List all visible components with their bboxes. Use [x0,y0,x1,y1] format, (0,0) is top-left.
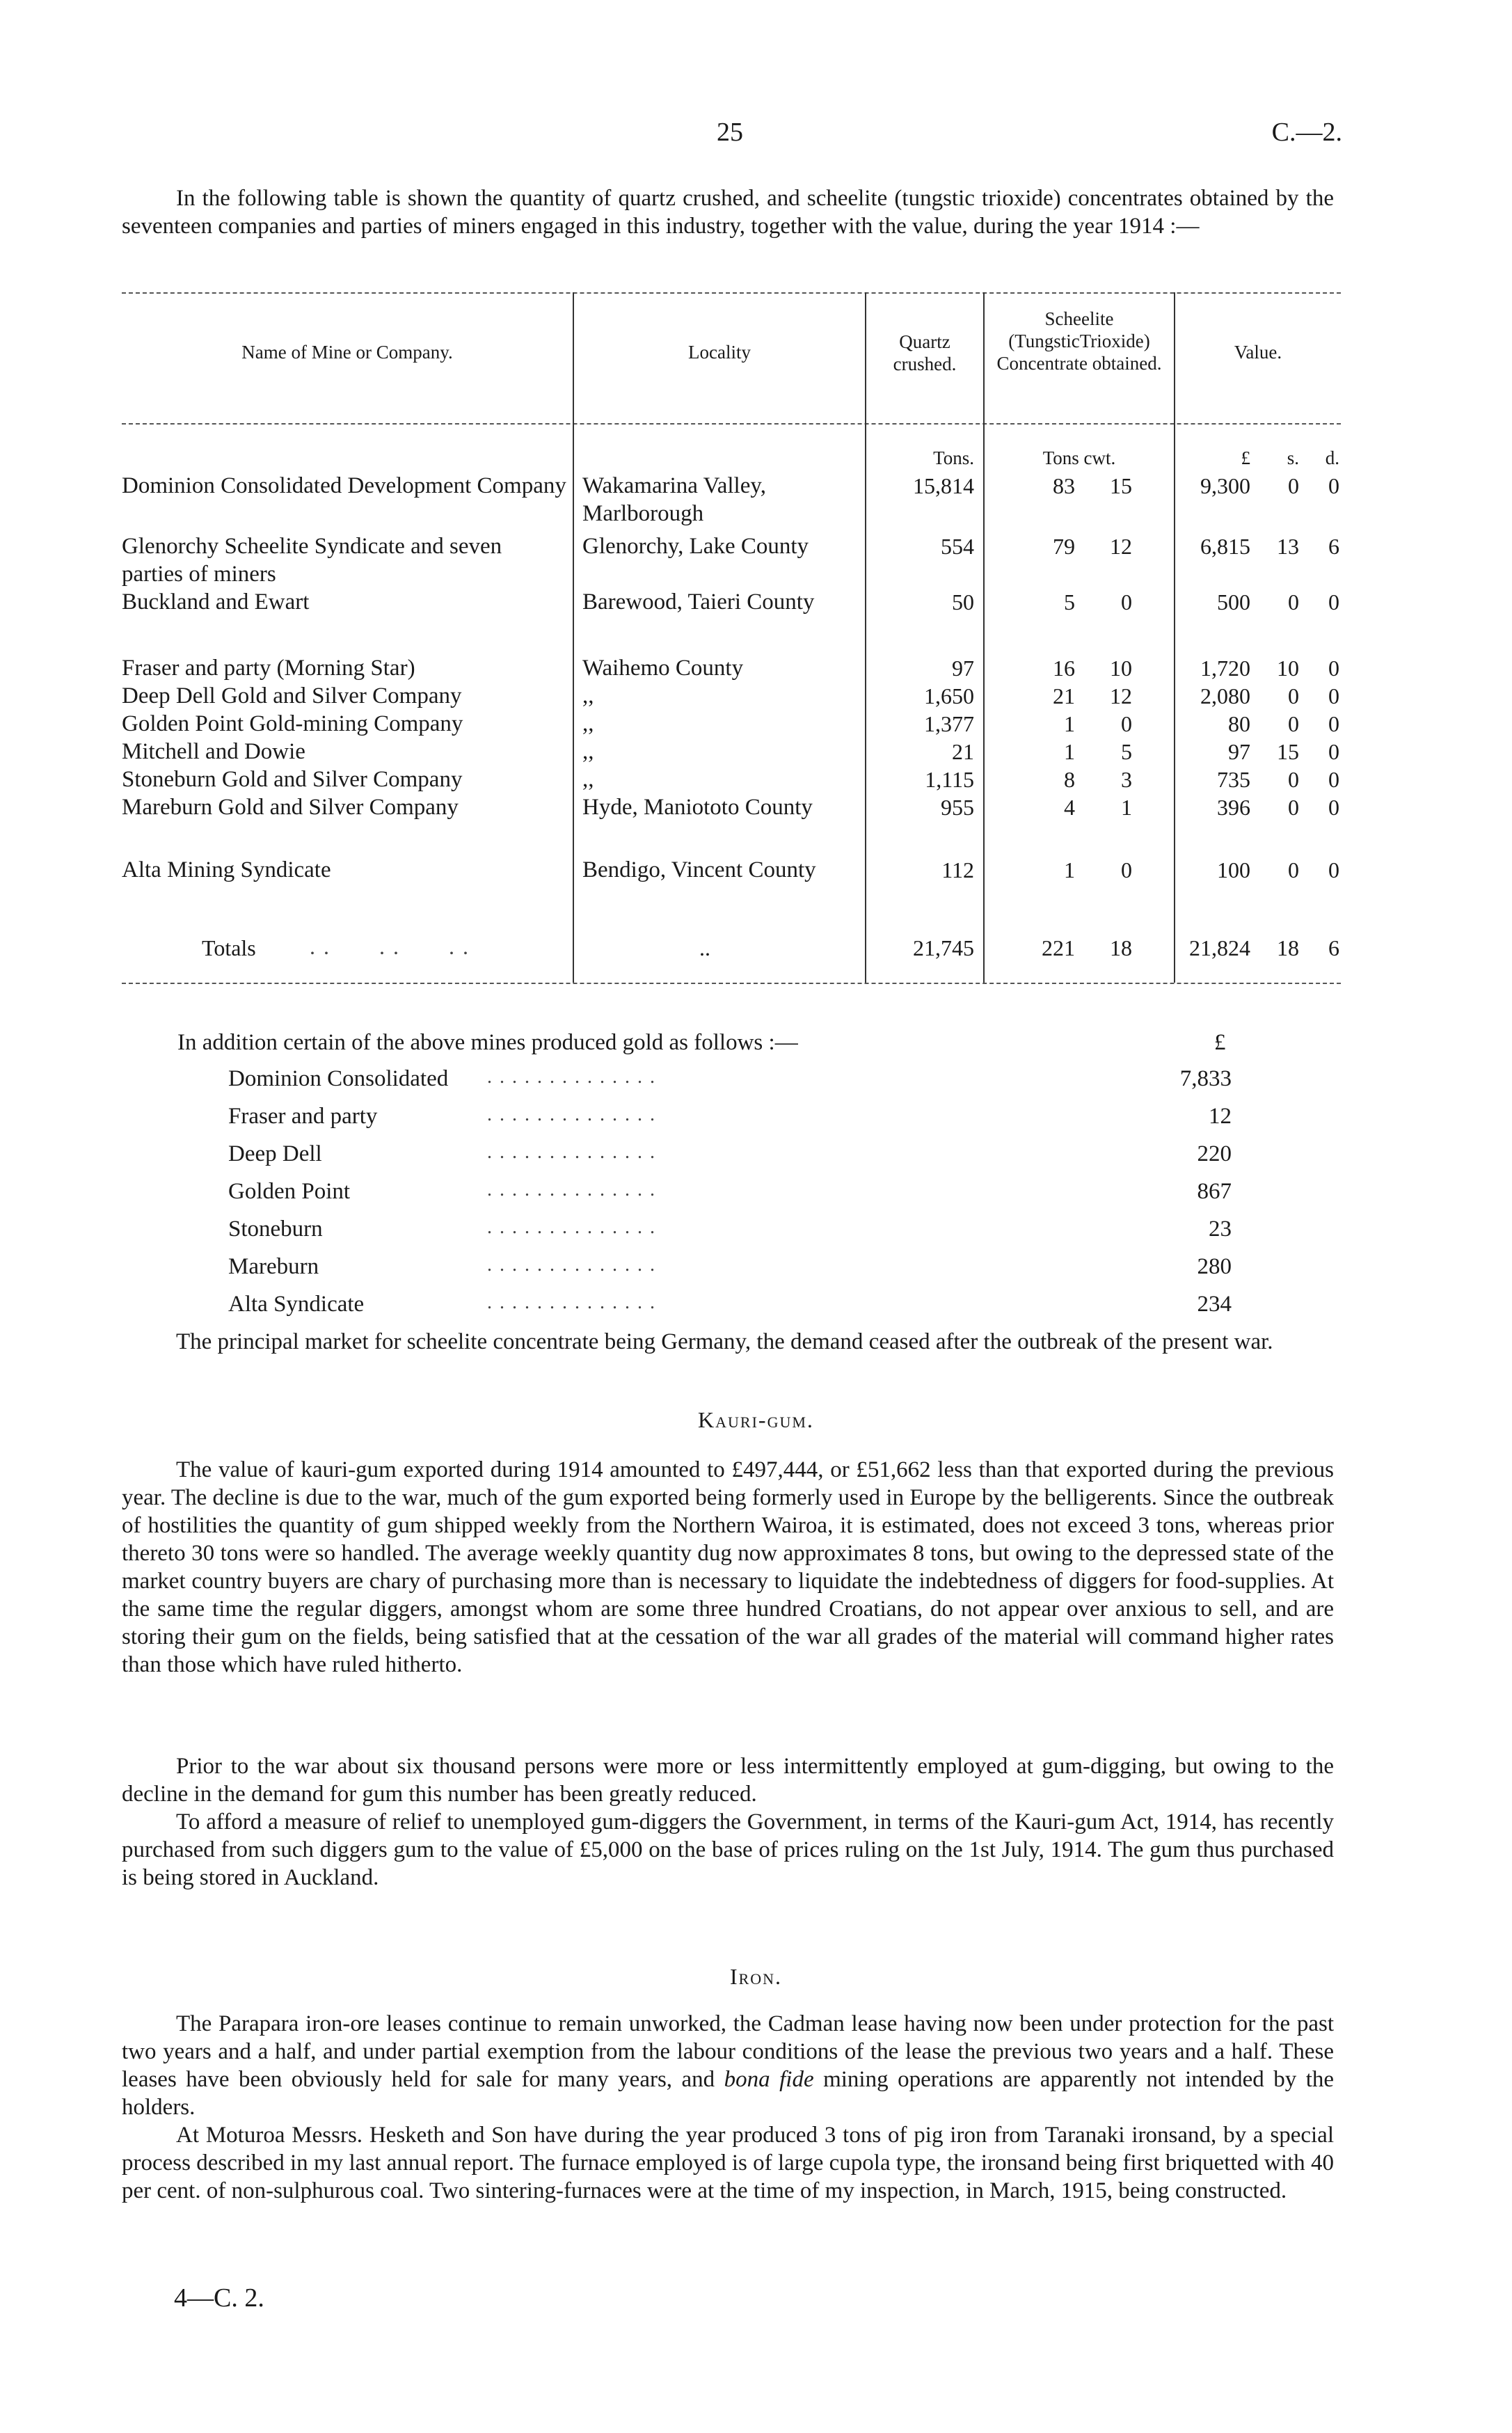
row-8-quartz: 955 [941,795,974,820]
row-0-locality: Wakamarina Valley, Marlborough [582,473,766,526]
row-7-quartz: 1,115 [925,767,974,792]
row-9-locality: Bendigo, Vincent County [582,857,816,882]
footer-signature: 4—C. 2. [174,2283,264,2313]
row-4-tons: 21 [1053,683,1075,708]
row-5-name: Golden Point Gold-mining Company [122,711,463,736]
col-header-locality: Locality [688,342,751,363]
row-8-pounds: 396 [1217,795,1250,820]
row-7-name: Stoneburn Gold and Silver Company [122,767,463,792]
row-9-shillings: 0 [1288,857,1299,882]
row-5-shillings: 0 [1288,711,1299,736]
row-6-shillings: 15 [1277,739,1299,764]
gold-currency: £ [1214,1030,1226,1055]
totals-shillings: 18 [1277,935,1299,960]
row-7-cwt: 3 [1121,767,1132,792]
row-0-cwt: 15 [1110,473,1132,498]
row-5-tons: 1 [1064,711,1075,736]
gold-item-name: Golden Point [228,1179,351,1204]
table-header-rule [122,423,1341,425]
gold-item-value: 234 [1197,1292,1232,1317]
row-2-name: Buckland and Ewart [122,589,310,615]
gold-intro: In addition certain of the above mines produced gold as follows :— [177,1030,798,1055]
row-1-pounds: 6,815 [1200,534,1250,559]
row-2-locality: Barewood, Taieri County [582,589,815,615]
row-5-pence: 0 [1328,711,1339,736]
row-7-shillings: 0 [1288,767,1299,792]
gold-item-value: 867 [1197,1179,1232,1204]
row-9-name: Alta Mining Syndicate [122,857,331,882]
row-2-shillings: 0 [1288,589,1299,615]
row-4-cwt: 12 [1110,683,1132,708]
row-1-quartz: 554 [941,534,974,559]
row-5-quartz: 1,377 [924,711,974,736]
col-header-value: Value. [1234,342,1282,363]
col-header-scheelite: Scheelite (TungsticTrioxide) Concentrate obtained. [996,308,1162,374]
row-9-pounds: 100 [1217,857,1250,882]
row-1-name: Glenorchy Scheelite Syndicate and seven parties of miners [122,534,502,587]
row-4-pence: 0 [1328,683,1339,708]
row-5-pounds: 80 [1228,711,1250,736]
market-paragraph: The principal market for scheelite concentrate being Germany, the demand ceased after the outbreak of the present war. [176,1329,1273,1354]
row-6-quartz: 21 [952,739,974,764]
document-page: 25 C.—2. In the following table is shown the quantity of quartz crushed, and scheelite (tungstic trioxide) concentrates obtained by the seventeen companies and parties of miners engaged in this industry, together with the value, during the year 1914 :— Name of Mine or Company. Locality Quartz crushed. Scheelite (TungsticTrioxide) Concentrate obtained. Value. Tons. Tons cwt. £ s. d. Dominion Consolidated Development Company Wakamarina Valley, Marlborough 15,814 83 15 9,300 0 0 Glenorchy Scheelite Syndicate and seven parties of miners Glenorchy, Lake County 554 79 12 6,815 13 6 Buckland and Ewart Barewood, Taieri County 50 5 0 500 0 0 Fraser and party (Morning Star) Waihemo County 97 16 10 1,720 10 0 Deep Dell Gold and Silver Company ,, 1,650 21 12 2,080 0 0 Golden Point Gold-mining Company ,, 1,377 1 0 80 0 0 Mitchell and Dowie ,, 21 1 5 97 15 0 Stoneburn Gold and Silver Company ,, 1,115 8 3 735 0 0 Mareburn Gold and Silver Company Hyde, Maniototo County 955 4 1 396 0 0 Alta Mining Syndicate Bendigo, Vincent County 112 1 0 100 0 0 Totals . . . . . . .. 21,745 221 18 21,824 18 6 In addition certain of the above mines produced gold as follows :— £ Dominion Consolidated . . . . . . . . . . . . . . 7,833 Fraser and party . . . . . . . . . . . . . . 12 Deep Dell . . . . . . . . . . . . . . 220 Golden Point . . . . . . . . . . . . . . 867 Stoneburn . . . . . . . . . . . . . . 23 Mareburn . . . . . . . . . . . . . . 280 Alta Syndicate . . . . . . . . . . . . . . 234 The principal market for scheelite concentrate being Germany, the demand ceased after the outbreak of the present war. Kauri-gum. The value of kauri-gum exported during 1914 amounted to £497,444, or £51,662 less than that exported during the previous year. The decline is due to the war, much of the gum exported being formerly used in Europe by the belligerents. Since the outbreak of hostilities the quantity of gum shipped weekly from the Northern Wairoa, it is estimated, does not exceed 3 tons, whereas prior thereto 30 tons were so handled. The average weekly quantity dug now approximates 8 tons, but owing to the depressed state of the market country buyers are chary of purchasing more than is necessary to liquidate the indebtedness of diggers for food-supplies. At the same time the regular diggers, amongst whom are some three hundred Croatians, do not appear over anxious to sell, and are storing their gum on the fields, being satisfied that at the cessation of the war all grades of the material will command higher rates than those which have ruled hitherto. Prior to the war about six thousand persons were more or less intermittently employed at gum-digging, but owing to the decline in the demand for gum this number has been greatly reduced. To afford a measure of relief to unemployed gum-diggers the Government, in terms of the Kauri-gum Act, 1914, has recently purchased from such diggers gum to the value of £5,000 on the base of prices ruling on the 1st July, 1914. The gum thus purchased is being stored in Auckland. Iron. The Parapara iron-ore leases continue to remain unworked, the Cadman lease having now been under protection for the past two years and a half, and under partial exemption from the labour conditions of the lease the previous two years and a half. These leases have been obviously held for sale for many years, and bona fide mining operations are apparently not intended by the holders. At Moturoa Messrs. Hesketh and Son have during the year produced 3 tons of pig iron from Taranaki ironsand, by a special process described in my last annual report. The furnace employed is of large cupola type, the ironsand being first briquetted with 40 per cent. of non-sulphurous coal. Two sintering-furnaces were at the time of my inspection, in March, 1915, being constructed. 4—C. 2. [0,0,1512,2433]
row-3-quartz: 97 [952,656,974,681]
page-number: 25 [717,118,743,147]
row-4-name: Deep Dell Gold and Silver Company [122,683,462,708]
gold-item-value: 23 [1209,1216,1232,1242]
row-8-pence: 0 [1328,795,1339,820]
unit-scheelite: Tons cwt. [1042,447,1116,468]
row-3-name: Fraser and party (Morning Star) [122,656,415,681]
row-6-locality: ,, [582,739,594,764]
kauri-paragraph-1: The value of kauri-gum exported during 1914 amounted to £497,444, or £51,662 less than that exported during the previous year. The decline is due to the war, much of the gum exported being formerly used in Europe by the belligerents. Since the outbreak of hostilities the quantity of gum shipped weekly from the Northern Wairoa, it is estimated, does not exceed 3 tons, whereas prior thereto 30 tons were so handled. The average weekly quantity dug now approximates 8 tons, but owing to the depressed state of the market country buyers are chary of purchasing more than is necessary to liquidate the indebtedness of diggers for food-supplies. At the same time the regular diggers, amongst whom are some three hundred Croatians, do not appear over anxious to sell, and are storing their gum on the fields, being satisfied that at the cessation of the war all grades of the material will command higher rates than those which have ruled hitherto. [122,1457,1334,1677]
row-9-cwt: 0 [1121,857,1132,882]
gold-item-value: 280 [1197,1254,1232,1279]
row-2-pence: 0 [1328,589,1339,615]
totals-tons: 221 [1042,935,1075,960]
totals-quartz: 21,745 [913,935,974,960]
row-7-pence: 0 [1328,767,1339,792]
gold-item-name: Alta Syndicate [228,1292,365,1317]
row-0-pounds: 9,300 [1200,473,1250,498]
row-0-pence: 0 [1328,473,1339,498]
row-2-cwt: 0 [1121,589,1132,615]
row-7-locality: ,, [582,767,594,792]
row-1-cwt: 12 [1110,534,1132,559]
row-5-cwt: 0 [1121,711,1132,736]
row-1-tons: 79 [1053,534,1075,559]
gold-item-value: 12 [1209,1104,1232,1129]
row-9-pence: 0 [1328,857,1339,882]
row-8-locality: Hyde, Maniototo County [582,795,813,820]
row-4-locality: ,, [582,683,594,708]
intro-paragraph: In the following table is shown the quantity of quartz crushed, and scheelite (tungstic trioxide) concentrates obtained by the seventeen companies and parties of miners engaged in this industry, together with the value, during the year 1914 :— [122,186,1334,239]
row-3-pounds: 1,720 [1200,656,1250,681]
row-6-pounds: 97 [1228,739,1250,764]
document-code: C.—2. [1271,118,1342,147]
row-1-locality: Glenorchy, Lake County [582,534,809,559]
row-6-name: Mitchell and Dowie [122,739,305,764]
gold-item-name: Fraser and party [228,1104,378,1129]
gold-item-value: 220 [1197,1141,1232,1166]
row-8-cwt: 1 [1121,795,1132,820]
table-top-rule [122,292,1341,294]
row-0-quartz: 15,814 [913,473,974,498]
row-0-tons: 83 [1053,473,1075,498]
row-3-locality: Waihemo County [582,656,744,681]
row-0-shillings: 0 [1288,473,1299,498]
unit-shillings: s. [1287,447,1299,468]
iron-heading: Iron. [729,1964,783,1989]
totals-label: Totals [202,935,256,960]
row-5-locality: ,, [582,711,594,736]
row-6-pence: 0 [1328,739,1339,764]
row-3-shillings: 10 [1277,656,1299,681]
row-2-pounds: 500 [1217,589,1250,615]
row-7-pounds: 735 [1217,767,1250,792]
row-3-pence: 0 [1328,656,1339,681]
unit-quartz: Tons. [933,447,974,468]
row-3-cwt: 10 [1110,656,1132,681]
totals-pence: 6 [1328,935,1339,960]
gold-item-name: Dominion Consolidated [228,1066,449,1091]
row-7-tons: 8 [1064,767,1075,792]
col-header-name: Name of Mine or Company. [241,342,453,363]
unit-pounds: £ [1241,447,1250,468]
gold-item-name: Deep Dell [228,1141,322,1166]
row-4-shillings: 0 [1288,683,1299,708]
kauri-paragraph-2: Prior to the war about six thousand persons were more or less intermittently employed at gum-digging, but owing to the decline in the demand for gum this number has been greatly reduced. [122,1754,1334,1807]
iron-paragraph-2: At Moturoa Messrs. Hesketh and Son have during the year produced 3 tons of pig iron from Taranaki ironsand, by a special process described in my last annual report. The furnace employed is of large cupola type, the ironsand being first briquetted with 40 per cent. of non-sulphurous coal. Two sintering-furnaces were at the time of my inspection, in March, 1915, being constructed. [122,2123,1334,2203]
row-6-cwt: 5 [1121,739,1132,764]
gold-item-name: Stoneburn [228,1216,323,1242]
row-6-tons: 1 [1064,739,1075,764]
col-header-quartz: Quartz crushed. [893,331,957,374]
totals-locality: .. [699,935,710,960]
row-9-tons: 1 [1064,857,1075,882]
row-8-tons: 4 [1064,795,1075,820]
row-2-tons: 5 [1064,589,1075,615]
row-2-quartz: 50 [952,589,974,615]
row-9-quartz: 112 [941,857,974,882]
row-8-shillings: 0 [1288,795,1299,820]
row-1-pence: 6 [1328,534,1339,559]
row-4-quartz: 1,650 [924,683,974,708]
gold-item-name: Mareburn [228,1254,319,1279]
row-0-name: Dominion Consolidated Development Company [122,473,566,498]
kauri-heading: Kauri-gum. [698,1407,814,1432]
iron-paragraph-1: The Parapara iron-ore leases continue to remain unworked, the Cadman lease having now been under protection for the past two years and a half, and under partial exemption from the labour conditions of the lease the previous two years and a half. These leases have been obviously held for sale for many years, and bona fide mining operations are apparently not intended by the holders. [122,2011,1335,2120]
row-1-shillings: 13 [1277,534,1299,559]
totals-pounds: 21,824 [1189,935,1250,960]
kauri-paragraph-3: To afford a measure of relief to unemployed gum-diggers the Government, in terms of the Kauri-gum Act, 1914, has recently purchased from such diggers gum to the value of £5,000 on the base of prices ruling on the 1st July, 1914. The gum thus purchased is being stored in Auckland. [122,1809,1334,1890]
row-4-pounds: 2,080 [1200,683,1250,708]
row-8-name: Mareburn Gold and Silver Company [122,795,459,820]
row-3-tons: 16 [1053,656,1075,681]
unit-pence: d. [1325,447,1339,468]
totals-cwt: 18 [1110,935,1132,960]
table-bottom-rule [122,983,1341,984]
gold-item-value: 7,833 [1179,1066,1232,1091]
